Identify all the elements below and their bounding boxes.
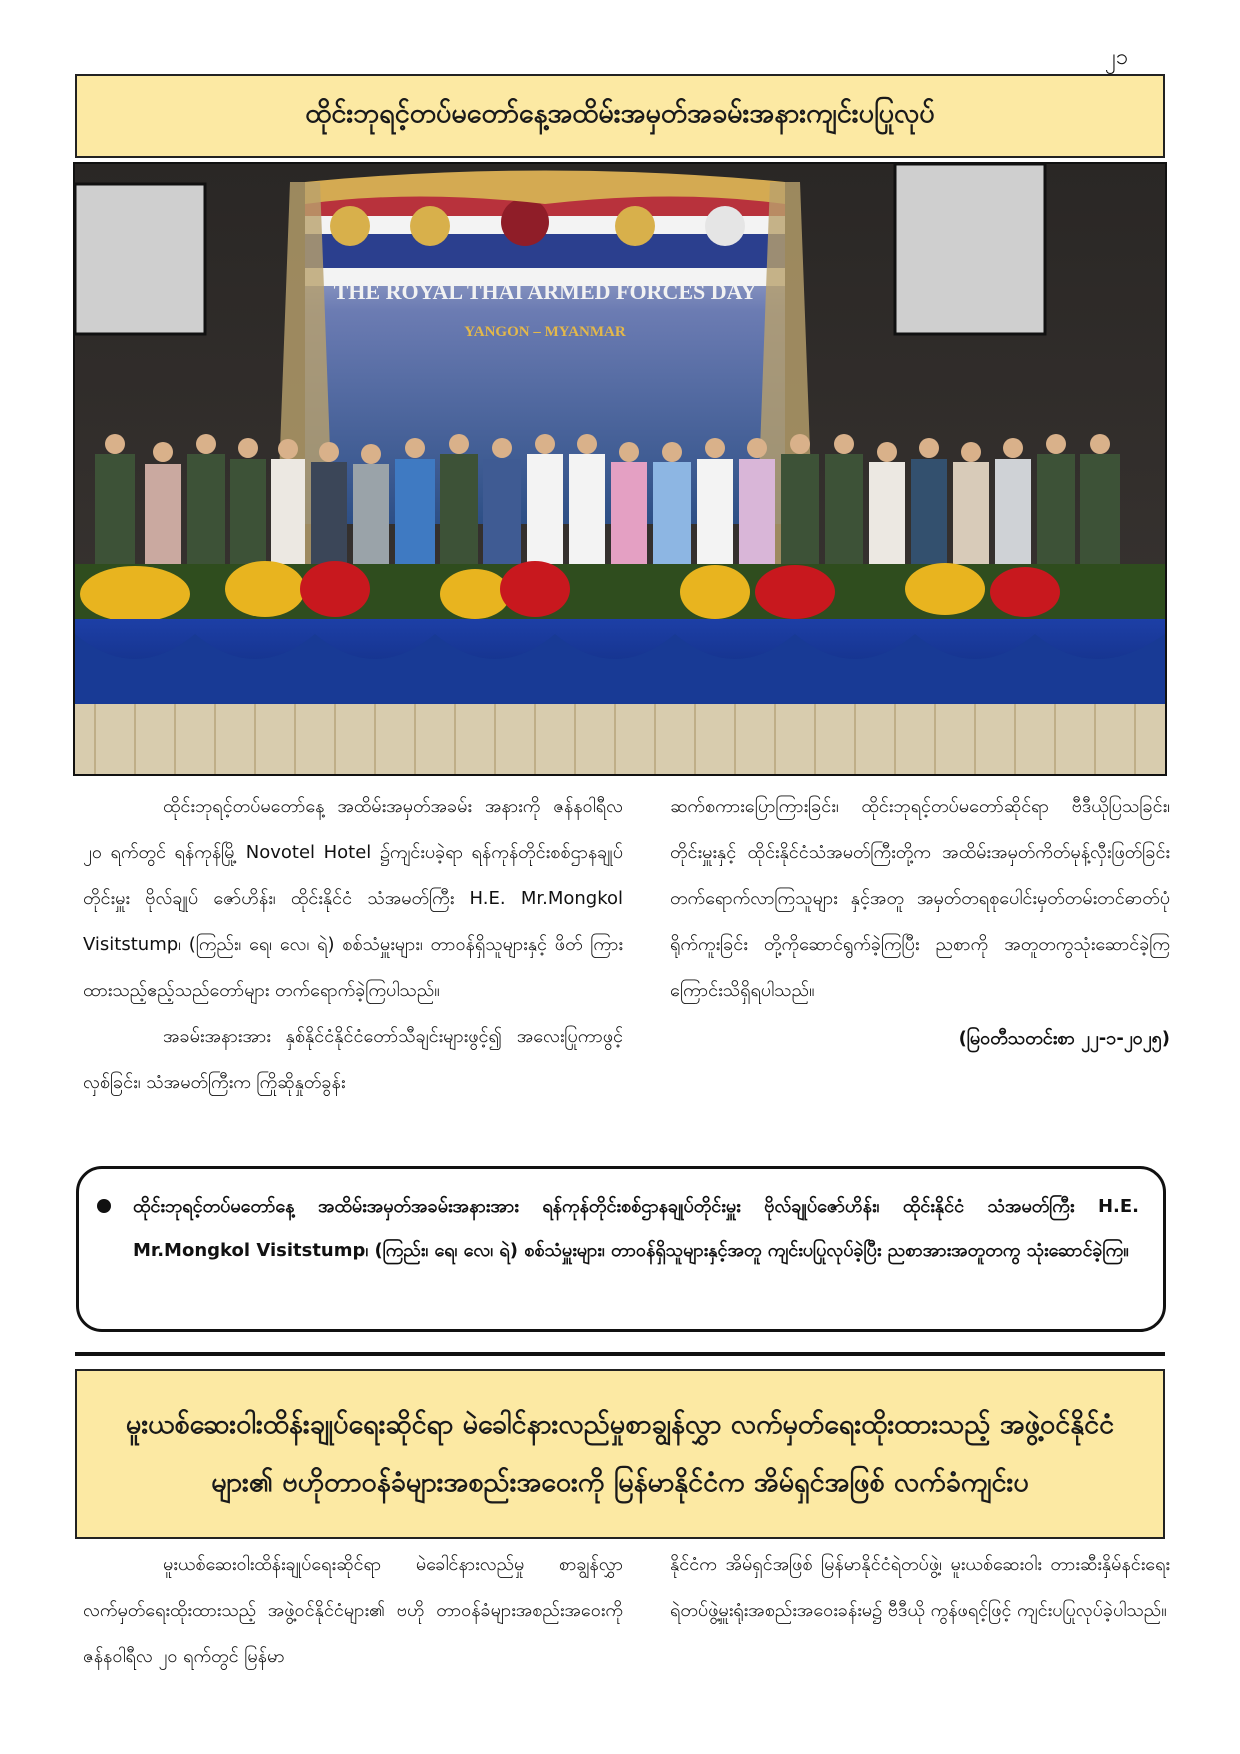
article-paragraph: ထိုင်းဘုရင့်တပ်မတော်နေ့ အထိမ်းအမှတ်အခမ်း အနားကို ဇန်နဝါရီလ ၂၀ ရက်တွင် ရန်ကုန်မြို့ Novotel Hotel ၌ကျင်းပခဲ့ရာ ရန်ကုန်တိုင်းစစ်ဌာနချုပ်တိုင်းမှူး ဗိုလ်ချုပ် ဇော်ဟိန်း၊ ထိုင်းနိုင်ငံ သံအမတ်ကြီး H.E. Mr.Mongkol Visitstump၊ (ကြည်း၊ ရေ၊ လေ၊ ရဲ) စစ်သံမှူးများ၊ တာဝန်ရှိသူများနှင့် ဖိတ် ကြားထားသည့်ဧည့်သည်တော်များ တက်ရောက်ခဲ့ကြပါသည်။ bbox=[83, 796, 623, 1001]
event-photo bbox=[73, 162, 1167, 776]
article-title: မူးယစ်ဆေးဝါးထိန်းချုပ်ရေးဆိုင်ရာ မဲခေါင်နားလည်မှုစာချွန်လွှာ လက်မှတ်ရေးထိုးထားသည့် အဖွဲ့ဝင်နိုင်ငံများ၏ ဗဟိုတာဝန်ခံများအစည်းအဝေးကို မြန်မာနိုင်ငံက အိမ်ရှင်အဖြစ် လက်ခံကျင်းပ bbox=[75, 1369, 1165, 1539]
article-title: ထိုင်းဘုရင့်တပ်မတော်နေ့အထိမ်းအမှတ်အခမ်းအနားကျင်းပပြုလုပ် bbox=[75, 74, 1165, 158]
article-paragraph: မူးယစ်ဆေးဝါးထိန်းချုပ်ရေးဆိုင်ရာ မဲခေါင်နားလည်မှု စာချွန်လွှာလက်မှတ်ရေးထိုးထားသည့် အဖွဲ့ဝင်နိုင်ငံများ၏ ဗဟို တာဝန်ခံများအစည်းအဝေးကို ဇန်နဝါရီလ ၂၀ ရက်တွင် မြန်မာ bbox=[83, 1554, 623, 1667]
section-divider bbox=[75, 1352, 1165, 1356]
article-paragraph: အခမ်းအနားအား နှစ်နိုင်ငံနိုင်ငံတော်သီချင်းများဖွင့်၍ အလေးပြုကာဖွင့်လှစ်ခြင်း၊ သံအမတ်ကြီးက ကြိုဆိုနှုတ်ခွန်း bbox=[83, 1026, 623, 1093]
bullet-icon bbox=[97, 1199, 111, 1213]
article-paragraph: နိုင်ငံက အိမ်ရှင်အဖြစ် မြန်မာနိုင်ငံရဲတပ်ဖွဲ့၊ မူးယစ်ဆေးဝါး တားဆီးနှိမ်နင်းရေး ရဲတပ်ဖွဲ့မှူးရုံးအစည်းအဝေးခန်းမ၌ ဗီဒီယို ကွန်ဖရင့်ဖြင့် ကျင်းပပြုလုပ်ခဲ့ပါသည်။ bbox=[670, 1554, 1170, 1621]
article-body-right-column bbox=[670, 784, 1170, 1062]
banner-subtitle: YANGON – MYANMAR bbox=[464, 324, 626, 340]
article-paragraph: ဆက်စကားပြောကြားခြင်း၊ ထိုင်းဘုရင့်တပ်မတော်ဆိုင်ရာ ဗီဒီယိုပြသခြင်း၊ တိုင်းမှူးနှင့် ထိုင်းနိုင်ငံသံအမတ်ကြီးတို့က အထိမ်းအမှတ်ကိတ်မုန့်လှီးဖြတ်ခြင်း တက်ရောက်လာကြသူများ နှင့်အတူ အမှတ်တရစုပေါင်းမှတ်တမ်းတင်ဓာတ်ပုံရိုက်ကူးခြင်း တို့ကိုဆောင်ရွက်ခဲ့ကြပြီး ညစာကို အတူတကွသုံးဆောင်ခဲ့ကြ ကြောင်းသိရှိရပါသည်။ bbox=[670, 796, 1170, 1001]
banner-title: THE ROYAL THAI ARMED FORCES DAY bbox=[333, 279, 757, 304]
article-dateline: (မြဝတီသတင်းစာ ၂၂-၁-၂၀၂၅) bbox=[958, 1028, 1170, 1049]
page-number: ၂၁ bbox=[1105, 45, 1129, 70]
summary-box bbox=[76, 1166, 1166, 1332]
summary-text: ထိုင်းဘုရင့်တပ်မတော်နေ့ အထိမ်းအမှတ်အခမ်းအနားအား ရန်ကုန်တိုင်းစစ်ဌာနချုပ်တိုင်းမှူး ဗိုလ်ချုပ်ဇော်ဟိန်း၊ ထိုင်းနိုင်ငံ သံအမတ်ကြီး H.E. Mr.Mongkol Visitstump၊ (ကြည်း၊ ရေ၊ လေ၊ ရဲ) စစ်သံမှူးများ၊ တာဝန်ရှိသူများနှင့်အတူ ကျင်းပပြုလုပ်ခဲ့ပြီး ညစာအားအတူတကွ သုံးဆောင်ခဲ့ကြ။ bbox=[133, 1196, 1139, 1261]
article-body-left-column bbox=[83, 1542, 623, 1680]
article-body-left-column bbox=[83, 784, 623, 1106]
article-body-right-column bbox=[670, 1542, 1170, 1634]
